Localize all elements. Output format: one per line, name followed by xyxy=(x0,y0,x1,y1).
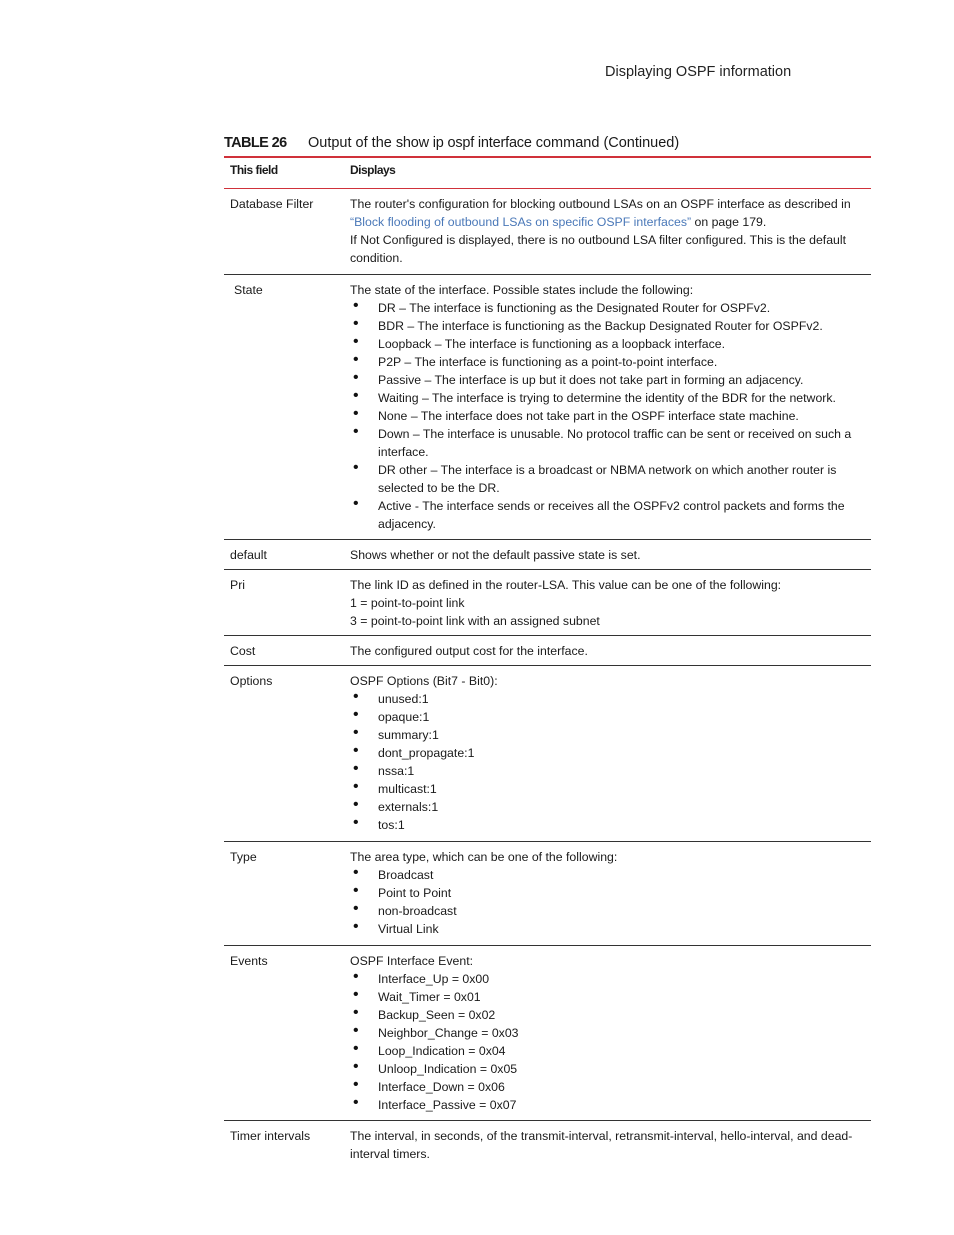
row-displays xyxy=(343,848,871,938)
list-item: • Down – The interface is unusable. No protocol traffic can be sent or received on such a interface. xyxy=(350,425,865,461)
row-displays: Shows whether or not the default passive state is set. xyxy=(350,548,641,562)
list-item: • Interface_Down = 0x06 xyxy=(350,1078,865,1096)
header-displays: Displays xyxy=(350,163,396,177)
list-item: • Unloop_Indication = 0x05 xyxy=(350,1060,865,1078)
row-displays xyxy=(343,672,871,834)
list-item: • Interface_Passive = 0x07 xyxy=(350,1096,865,1114)
list-item: • Wait_Timer = 0x01 xyxy=(350,988,865,1006)
list-item: • unused:1 xyxy=(350,690,865,708)
list-item: • opaque:1 xyxy=(350,708,865,726)
cross-reference-link[interactable]: “Block flooding of outbound LSAs on specific OSPF interfaces” xyxy=(350,215,692,229)
bullet-list xyxy=(350,866,865,938)
list-item: • BDR – The interface is functioning as the Backup Designated Router for OSPFv2. xyxy=(350,317,865,335)
list-item: • Point to Point xyxy=(350,884,865,902)
bullet-list xyxy=(350,299,865,533)
running-header: Displaying OSPF information xyxy=(605,64,792,80)
table-row xyxy=(224,666,871,842)
list-item: • Active - The interface sends or receives all the OSPFv2 control packets and forms the adjacency. xyxy=(350,497,865,533)
row-field: default xyxy=(230,548,267,562)
list-item: • dont_propagate:1 xyxy=(350,744,865,762)
list-item: • Neighbor_Change = 0x03 xyxy=(350,1024,865,1042)
row-field: Events xyxy=(230,954,268,968)
row-displays xyxy=(343,952,871,1114)
table-row xyxy=(224,570,871,636)
row-displays xyxy=(343,281,871,533)
table-row xyxy=(224,842,871,946)
row-displays xyxy=(343,576,871,630)
list-item: • Loopback – The interface is functioning as a loopback interface. xyxy=(350,335,865,353)
list-item: • Waiting – The interface is trying to determine the identity of the BDR for the network. xyxy=(350,389,865,407)
bullet-list xyxy=(350,690,865,834)
list-item: • nssa:1 xyxy=(350,762,865,780)
description: 3 = point-to-point link with an assigned subnet xyxy=(350,614,600,628)
table-number: TABLE 26 xyxy=(224,135,287,151)
description: If Not Configured is displayed, there is no outbound LSA filter configured. This is the default condition. xyxy=(350,233,847,265)
table-row xyxy=(224,540,871,570)
output-table xyxy=(224,156,871,1168)
list-item: • None – The interface does not take part in the OSPF interface state machine. xyxy=(350,407,865,425)
list-item: • Broadcast xyxy=(350,866,865,884)
table-header-row xyxy=(224,158,871,189)
row-field: Cost xyxy=(230,644,256,658)
header-field: This field xyxy=(230,163,278,177)
list-item: • Virtual Link xyxy=(350,920,865,938)
description: The link ID as defined in the router-LSA. This value can be one of the following: xyxy=(350,578,782,592)
bullet-list xyxy=(350,970,865,1114)
table-row xyxy=(224,189,871,275)
row-field: Timer intervals xyxy=(230,1129,311,1143)
list-item: • summary:1 xyxy=(350,726,865,744)
list-item: • multicast:1 xyxy=(350,780,865,798)
caption-suffix: command (Continued) xyxy=(531,135,680,151)
list-item: • Passive – The interface is up but it does not take part in forming an adjacency. xyxy=(350,371,865,389)
description: The area type, which can be one of the following: xyxy=(350,850,618,864)
caption-command: show ip ospf interface xyxy=(395,135,532,151)
table-caption xyxy=(224,135,679,151)
description-text: The router's configuration for blocking outbound LSAs on an OSPF interface as described in xyxy=(350,197,851,211)
row-field: Database Filter xyxy=(230,197,314,211)
description: The state of the interface. Possible states include the following: xyxy=(350,283,694,297)
description: OSPF Interface Event: xyxy=(350,954,474,968)
list-item: • tos:1 xyxy=(350,816,865,834)
table-row xyxy=(224,946,871,1121)
row-displays: The interval, in seconds, of the transmit-interval, retransmit-interval, hello-interval, and dead-interval timers. xyxy=(350,1129,853,1161)
table-row xyxy=(224,636,871,666)
list-item: • Interface_Up = 0x00 xyxy=(350,970,865,988)
description: 1 = point-to-point link xyxy=(350,596,465,610)
table-row xyxy=(224,1121,871,1168)
row-field: Pri xyxy=(230,578,246,592)
table-row xyxy=(224,275,871,540)
row-displays xyxy=(343,195,871,267)
row-field: State xyxy=(234,283,263,297)
caption-prefix: Output of the xyxy=(308,135,396,151)
list-item: • DR other – The interface is a broadcast or NBMA network on which another router is selected to be the DR. xyxy=(350,461,865,497)
list-item: • externals:1 xyxy=(350,798,865,816)
row-field: Type xyxy=(230,850,257,864)
description xyxy=(350,195,865,231)
description: OSPF Options (Bit7 - Bit0): xyxy=(350,674,498,688)
row-displays: The configured output cost for the interface. xyxy=(350,644,588,658)
list-item: • Loop_Indication = 0x04 xyxy=(350,1042,865,1060)
list-item: • non-broadcast xyxy=(350,902,865,920)
list-item: • DR – The interface is functioning as the Designated Router for OSPFv2. xyxy=(350,299,865,317)
list-item: • Backup_Seen = 0x02 xyxy=(350,1006,865,1024)
page-reference: on page 179. xyxy=(691,215,767,229)
row-field: Options xyxy=(230,674,273,688)
list-item: • P2P – The interface is functioning as a point-to-point interface. xyxy=(350,353,865,371)
